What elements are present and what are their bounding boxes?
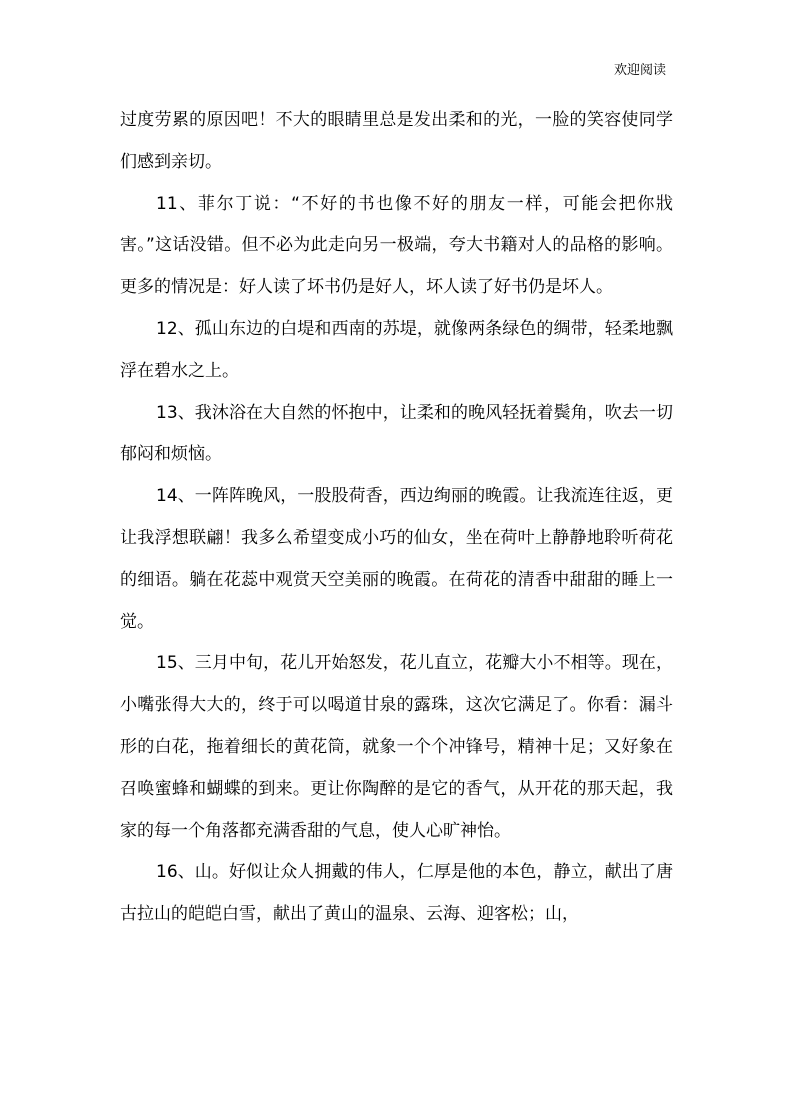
paragraph-14: 14、一阵阵晚风，一股股荷香，西边绚丽的晚霞。让我流连往返，更让我浮想联翩！我多么希望变成小巧的仙女，坐在荷叶上静静地聆听荷花的细语。躺在花蕊中观赏天空美丽的晚霞。在荷花的清香中甜甜的睡上一觉。 <box>120 486 673 632</box>
paragraph-continuation: 过度劳累的原因吧！不大的眼睛里总是发出柔和的光，一脸的笑容使同学们感到亲切。 <box>120 110 673 172</box>
page-header: 欢迎阅读 <box>613 63 666 78</box>
document-body <box>120 100 673 936</box>
paragraph-15: 15、三月中旬，花儿开始怒发，花儿直立，花瓣大小不相等。现在，小嘴张得大大的，终于可以喝道甘泉的露珠，这次它满足了。你看：漏斗形的白花，拖着细长的黄花筒，就象一个个冲锋号，精神十足；又好象在召唤蜜蜂和蝴蝶的到来。更让你陶醉的是它的香气，从开花的那天起，我家的每一个角落都充满香甜的气息，使人心旷神怡。 <box>120 653 673 841</box>
paragraph-16: 16、山。好似让众人拥戴的伟人，仁厚是他的本色，静立，献出了唐古拉山的皑皑白雪，献出了黄山的温泉、云海、迎客松；山， <box>120 862 673 925</box>
paragraph-13: 13、我沐浴在大自然的怀抱中，让柔和的晚风轻抚着鬓角，吹去一切郁闷和烦恼。 <box>120 402 673 465</box>
paragraph-12: 12、孤山东边的白堤和西南的苏堤，就像两条绿色的绸带，轻柔地飘浮在碧水之上。 <box>120 318 673 381</box>
paragraph-11: 11、菲尔丁说：“不好的书也像不好的朋友一样，可能会把你戕害。”这话没错。但不必为此走向另一极端，夸大书籍对人的品格的影响。更多的情况是：好人读了坏书仍是好人，坏人读了好书仍是坏人。 <box>120 193 673 298</box>
